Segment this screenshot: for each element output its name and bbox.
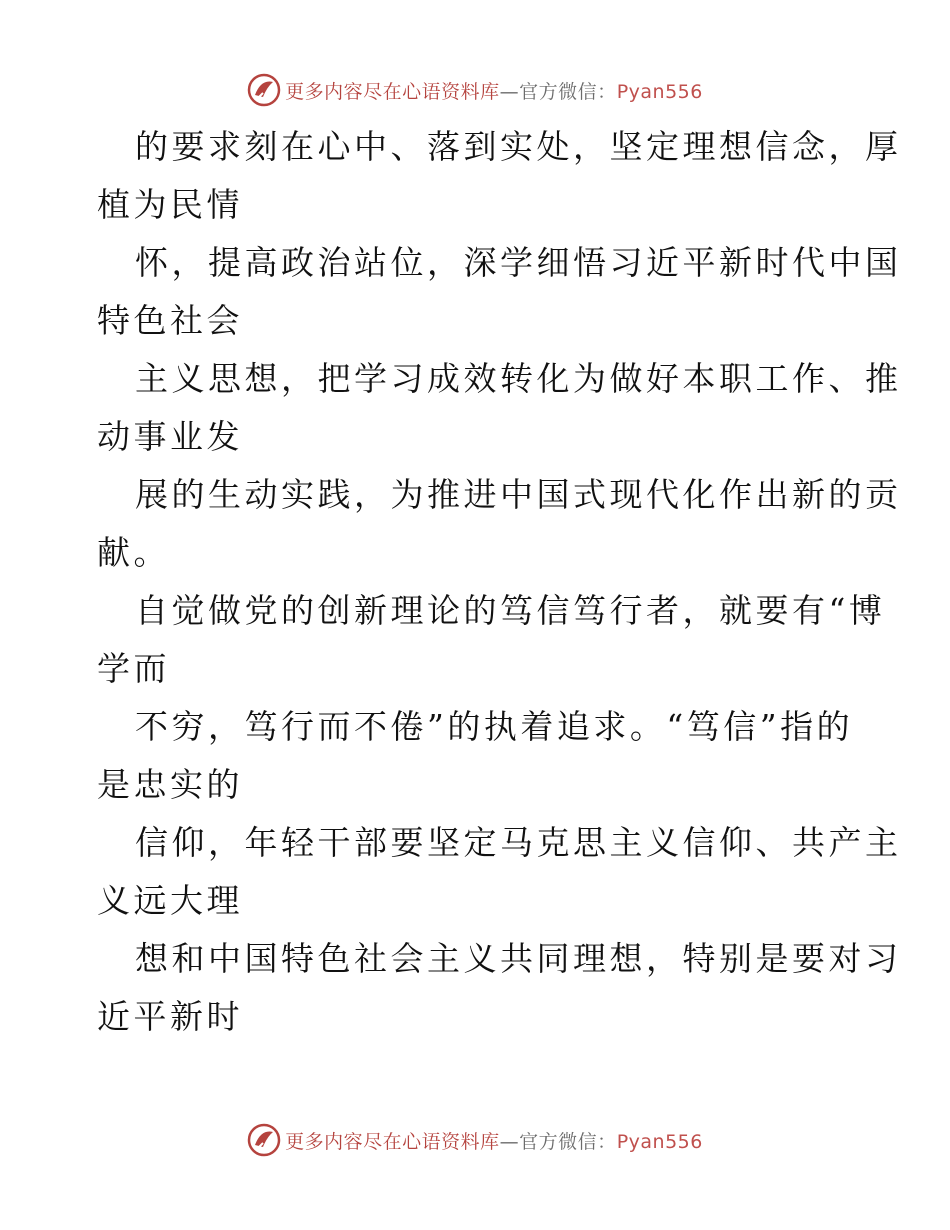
body-line: 想和中国特色社会主义共同理想，特别是要对习 xyxy=(135,939,902,978)
header-banner-text xyxy=(285,77,703,104)
body-line: 信仰，年轻干部要坚定马克思主义信仰、共产主 xyxy=(135,823,902,862)
body-line: 怀，提高政治站位，深学细悟习近平新时代中国 xyxy=(135,243,902,282)
header-banner-sep: — xyxy=(499,80,520,103)
footer-banner-id: Pyan556 xyxy=(616,1130,703,1153)
footer-banner-text xyxy=(285,1127,703,1154)
body-line: 自觉做党的创新理论的笃信笃行者，就要有“博 xyxy=(135,591,886,630)
document-body xyxy=(97,118,902,1046)
body-line: 献。 xyxy=(97,533,170,572)
header-banner-main: 更多内容尽在心语资料库 xyxy=(285,80,500,103)
header-banner-id: Pyan556 xyxy=(616,80,703,103)
pen-logo-icon xyxy=(247,1123,281,1157)
footer-banner-main: 更多内容尽在心语资料库 xyxy=(285,1130,500,1153)
body-line: 主义思想，把学习成效转化为做好本职工作、推 xyxy=(135,359,902,398)
body-line: 不穷，笃行而不倦”的执着追求。“笃信”指的 xyxy=(135,707,854,746)
footer-banner-wechat: 官方微信： xyxy=(519,1130,617,1153)
body-line: 近平新时 xyxy=(97,997,243,1036)
body-line: 是忠实的 xyxy=(97,765,243,804)
header-banner xyxy=(0,70,950,110)
body-line: 的要求刻在心中、落到实处，坚定理想信念，厚 xyxy=(135,127,902,166)
body-line: 展的生动实践，为推进中国式现代化作出新的贡 xyxy=(135,475,902,514)
pen-logo-icon xyxy=(247,73,281,107)
footer-banner-sep: — xyxy=(499,1130,520,1153)
body-line: 特色社会 xyxy=(97,301,243,340)
header-banner-wechat: 官方微信： xyxy=(519,80,617,103)
body-line: 动事业发 xyxy=(97,417,243,456)
footer-banner xyxy=(0,1120,950,1160)
body-line: 植为民情 xyxy=(97,185,243,224)
body-line: 义远大理 xyxy=(97,881,243,920)
body-line: 学而 xyxy=(97,649,170,688)
